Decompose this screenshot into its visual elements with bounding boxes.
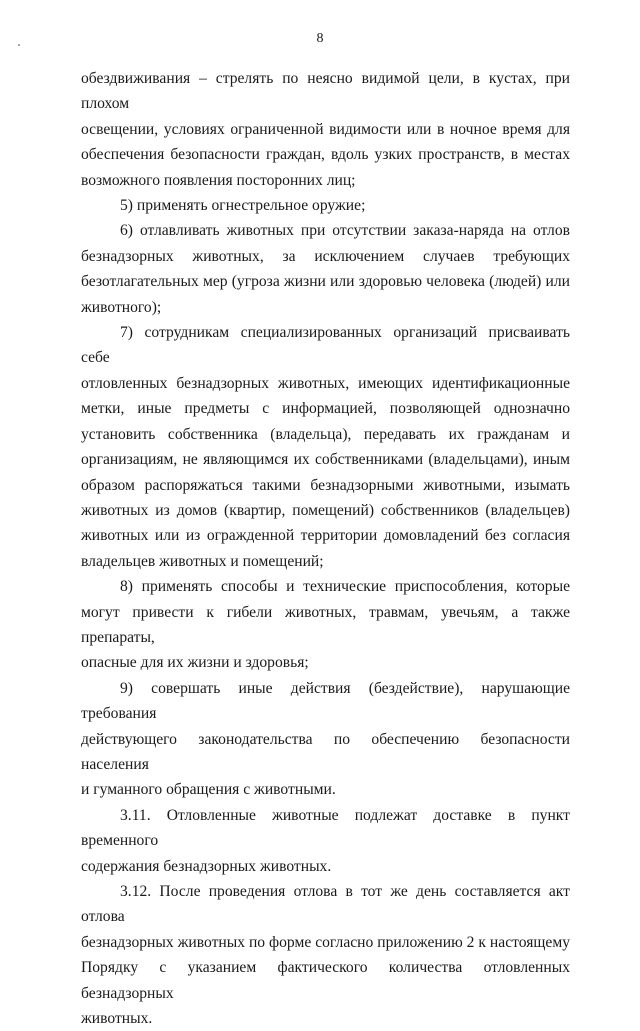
text-line: животного); [81,298,162,316]
text-line: 6) отлавливать животных при отсутствии заказа-наряда на отлов [120,222,570,240]
paragraph-item-6 [81,218,570,320]
text-line: владельцев животных и помещений; [81,552,324,570]
text-line: Порядку с указанием фактического количества отловленных безнадзорных [81,959,570,1002]
text-line: 8) применять способы и технические приспособления, которые [120,578,570,596]
text-line: установить собственника (владельца), передавать их гражданам и [81,425,570,443]
text-line: и гуманного обращения с животными. [81,781,336,799]
text-line: обездвиживания – стрелять по неясно видимой цели, в кустах, при плохом [81,70,570,113]
text-line: содержания безнадзорных животных. [81,857,332,875]
text-line: действующего законодательства по обеспечению безопасности населения [81,730,570,773]
text-line: опасные для их жизни и здоровья; [81,654,309,672]
text-line: безнадзорных животных по форме согласно приложению 2 к настоящему [81,933,570,951]
page-number: 8 [316,31,324,46]
text-line: образом распоряжаться такими безнадзорными животными, изымать [81,476,570,494]
text-line: организациям, не являющимся их собственниками (владельцами), иным [81,451,570,469]
text-line: животных из домов (квартир, помещений) собственников (владельцев) [81,501,570,519]
text-line: освещении, условиях ограниченной видимости или в ночное время для [81,120,570,138]
text-line: 3.12. После проведения отлова в тот же день составляется акт отлова [81,883,570,926]
text-line: безнадзорных животных, за исключением случаев требующих [81,247,570,265]
document-body [81,66,570,1031]
text-line: возможного появления посторонних лиц; [81,171,356,189]
text-line: 9) совершать иные действия (бездействие), нарушающие требования [81,679,570,723]
paragraph-item-7 [81,320,570,574]
text-line: 5) применять огнестрельное оружие; [120,197,366,215]
text-line: метки, иные предметы с информацией, позволяющей однозначно [81,400,570,418]
paragraph-item-8 [81,574,570,676]
paragraph-section-3-11 [81,803,570,879]
paragraph-item-9 [81,676,570,803]
text-line: животных или из огражденной территории домовладений без согласия [81,527,570,545]
text-line: отловленных безнадзорных животных, имеющих идентификационные [81,374,570,392]
text-line: безотлагательных мер (угроза жизни или здоровью человека (людей) или [81,273,570,291]
text-line: 3.11. Отловленные животные подлежат доставке в пункт временного [81,806,570,850]
text-line: 7) сотрудникам специализированных организаций присваивать себе [81,324,570,367]
text-line: животных. [81,1010,153,1028]
paragraph-item-5 [81,193,570,218]
paragraph-section-3-12 [81,879,570,1031]
text-line: могут привести к гибели животных, травмам, увечьям, а также препараты, [81,603,570,646]
paragraph-continuation [81,66,570,193]
text-line: обеспечения безопасности граждан, вдоль узких пространств, в местах [81,146,570,164]
